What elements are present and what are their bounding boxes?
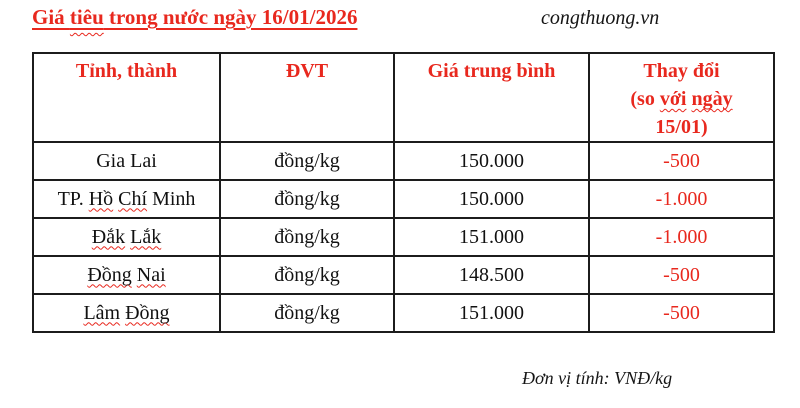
col-header-province: Tỉnh, thành bbox=[33, 53, 220, 142]
unit-cell: đồng/kg bbox=[220, 180, 394, 218]
col-header-change bbox=[589, 53, 774, 142]
table-row bbox=[33, 256, 774, 294]
change-header-line1: Thay đổi bbox=[643, 60, 720, 82]
table-row bbox=[33, 142, 774, 180]
unit-cell: đồng/kg bbox=[220, 256, 394, 294]
unit-note: Đơn vị tính: VNĐ/kg bbox=[522, 368, 673, 388]
title-segment-misspelled: tiêu bbox=[69, 5, 104, 29]
col-header-unit: ĐVT bbox=[220, 53, 394, 142]
table-row bbox=[33, 294, 774, 332]
source-watermark: congthuong.vn bbox=[541, 7, 660, 29]
change-cell: -1.000 bbox=[589, 180, 774, 218]
col-header-avg-price: Giá trung bình bbox=[394, 53, 589, 142]
province-cell: TP. Hồ Chí Minh bbox=[33, 180, 220, 218]
change-header-line3: 15/01) bbox=[655, 116, 708, 138]
title-segment: Giá bbox=[32, 5, 70, 29]
page-title bbox=[32, 5, 357, 30]
change-cell: -500 bbox=[589, 256, 774, 294]
unit-cell: đồng/kg bbox=[220, 294, 394, 332]
table-row bbox=[33, 218, 774, 256]
unit-cell: đồng/kg bbox=[220, 142, 394, 180]
change-cell: -1.000 bbox=[589, 218, 774, 256]
change-cell: -500 bbox=[589, 294, 774, 332]
table-row bbox=[33, 180, 774, 218]
price-cell: 150.000 bbox=[394, 142, 589, 180]
change-cell: -500 bbox=[589, 142, 774, 180]
province-cell: Đồng Nai bbox=[33, 256, 220, 294]
price-cell: 151.000 bbox=[394, 294, 589, 332]
header-row bbox=[33, 53, 774, 142]
change-header-line2: (so với ngày bbox=[630, 88, 733, 110]
price-cell: 148.500 bbox=[394, 256, 589, 294]
province-cell: Gia Lai bbox=[33, 142, 220, 180]
price-cell: 151.000 bbox=[394, 218, 589, 256]
unit-cell: đồng/kg bbox=[220, 218, 394, 256]
pepper-price-table bbox=[32, 52, 775, 333]
province-cell: Đắk Lắk bbox=[33, 218, 220, 256]
province-cell: Lâm Đồng bbox=[33, 294, 220, 332]
title-segment: trong nước ngày 16/01/2026 bbox=[103, 5, 358, 29]
price-table bbox=[32, 52, 775, 333]
price-cell: 150.000 bbox=[394, 180, 589, 218]
